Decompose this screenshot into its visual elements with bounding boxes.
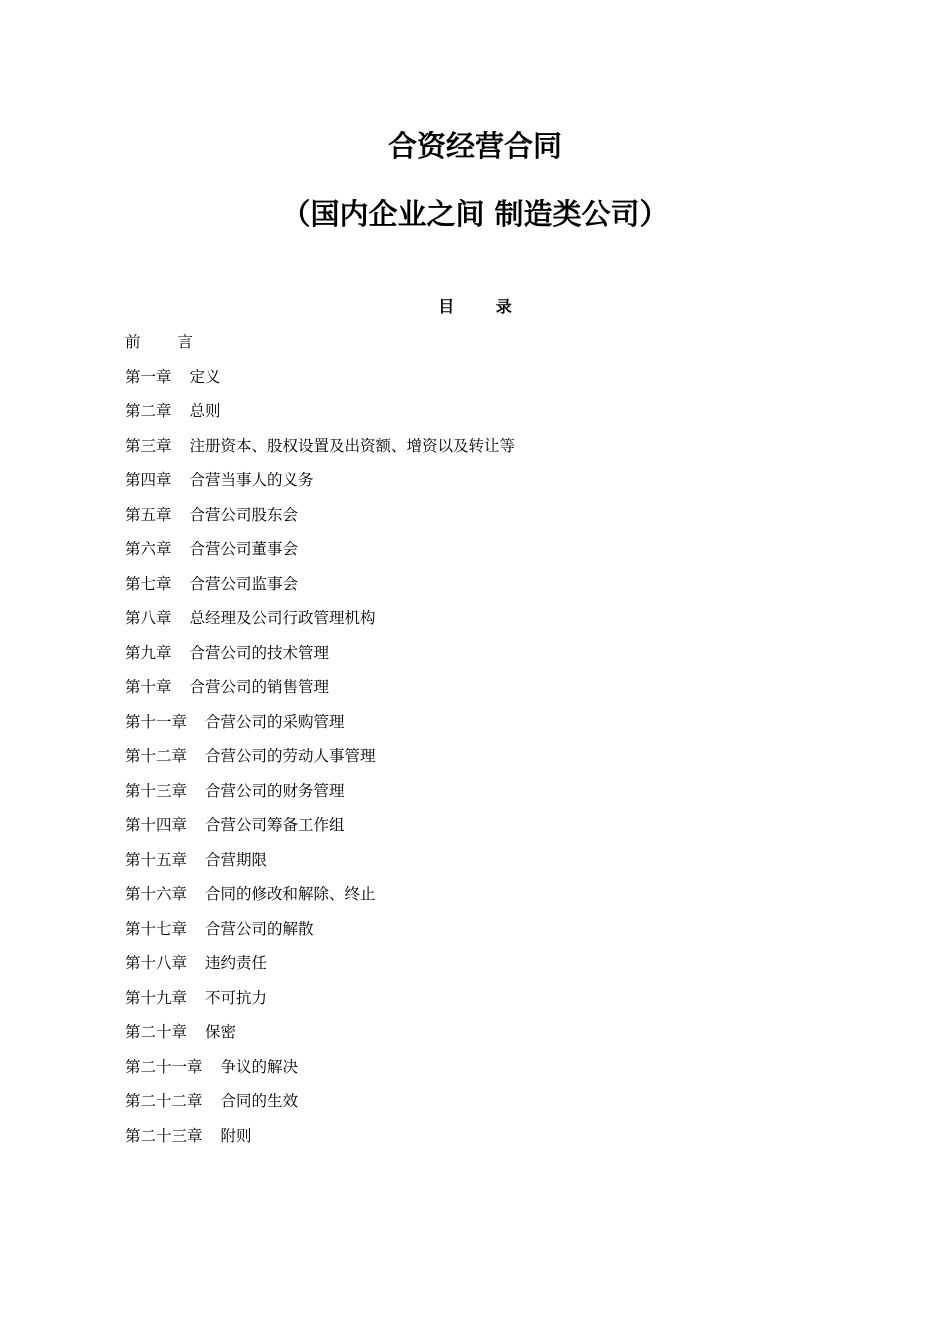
toc-item	[125, 434, 515, 469]
toc-item	[125, 572, 515, 607]
toc-chapter-number: 第十三章	[125, 781, 188, 800]
document-subtitle: （国内企业之间 制造类公司）	[281, 197, 669, 231]
toc-item	[125, 779, 515, 814]
toc-chapter-number: 第八章	[125, 609, 172, 627]
toc-chapter-title: 合同的生效	[220, 1092, 299, 1110]
toc-item	[125, 365, 515, 400]
table-of-contents	[125, 330, 515, 1158]
toc-chapter-title: 合营公司的劳动人事管理	[205, 747, 376, 765]
toc-item	[125, 399, 515, 434]
toc-chapter-number: 第四章	[125, 471, 172, 489]
toc-chapter-number: 第十七章	[125, 919, 188, 938]
toc-item	[125, 675, 515, 710]
document-title: 合资经营合同	[387, 129, 562, 163]
toc-item	[125, 710, 515, 745]
toc-chapter-title: 附则	[220, 1126, 252, 1145]
toc-chapter-title: 合营公司筹备工作组	[205, 816, 345, 834]
toc-item	[125, 1020, 515, 1055]
toc-heading: 目 录	[438, 297, 530, 316]
toc-chapter-number: 第十六章	[125, 885, 188, 903]
toc-chapter-number: 第五章	[125, 505, 172, 524]
toc-chapter-number: 第六章	[125, 540, 172, 558]
toc-item	[125, 606, 515, 641]
toc-chapter-number: 第九章	[125, 643, 172, 662]
toc-chapter-number: 第一章	[125, 367, 172, 386]
toc-item	[125, 986, 515, 1021]
toc-item	[125, 882, 515, 917]
toc-chapter-title: 合营公司的财务管理	[205, 781, 345, 800]
toc-chapter-number: 第十二章	[125, 747, 188, 765]
toc-chapter-number: 第十四章	[125, 816, 188, 834]
toc-chapter-title: 合营公司监事会	[189, 574, 299, 593]
toc-chapter-number: 第十八章	[125, 954, 188, 972]
toc-chapter-title: 不可抗力	[205, 988, 268, 1007]
toc-item	[125, 848, 515, 883]
toc-chapter-number: 第二章	[125, 402, 172, 420]
toc-item	[125, 537, 515, 572]
toc-chapter-title: 合营期限	[205, 850, 268, 869]
toc-item	[125, 468, 515, 503]
toc-chapter-title: 合营公司的技术管理	[189, 643, 330, 662]
toc-chapter-title: 合营公司的采购管理	[205, 712, 345, 731]
toc-chapter-title: 保密	[205, 1023, 237, 1041]
toc-item	[125, 951, 515, 986]
toc-item	[125, 917, 515, 952]
toc-chapter-title: 注册资本、股权设置及出资额、增资以及转让等	[189, 436, 516, 455]
toc-chapter-number: 第十章	[125, 678, 172, 696]
toc-chapter-number: 第二十章	[125, 1023, 188, 1041]
toc-item	[125, 503, 515, 538]
toc-item	[125, 744, 515, 779]
toc-chapter-title: 合营公司董事会	[189, 540, 299, 558]
toc-chapter-title: 合营公司的解散	[205, 919, 314, 938]
toc-item	[125, 1089, 515, 1124]
toc-chapter-number: 第二十三章	[125, 1126, 203, 1145]
toc-chapter-title: 合营公司股东会	[189, 505, 299, 524]
toc-chapter-title: 合营公司的销售管理	[189, 678, 330, 696]
toc-chapter-number: 第二十一章	[125, 1057, 203, 1076]
toc-chapter-number: 第七章	[125, 574, 172, 593]
toc-chapter-number: 第二十二章	[125, 1092, 203, 1110]
toc-chapter-title: 违约责任	[205, 954, 268, 972]
toc-chapter-title: 定义	[189, 367, 221, 386]
toc-chapter-number: 第十九章	[125, 988, 188, 1007]
toc-chapter-number: 第十一章	[125, 712, 188, 731]
toc-item	[125, 641, 515, 676]
toc-item	[125, 813, 515, 848]
toc-item	[125, 1055, 515, 1090]
toc-item	[125, 330, 515, 365]
toc-chapter-title: 合营当事人的义务	[189, 471, 314, 489]
toc-chapter-number: 前 言	[125, 333, 209, 351]
toc-chapter-title: 总则	[189, 402, 221, 420]
toc-chapter-number: 第十五章	[125, 850, 188, 869]
toc-chapter-title: 合同的修改和解除、终止	[205, 885, 376, 903]
toc-chapter-number: 第三章	[125, 436, 172, 455]
toc-item	[125, 1124, 515, 1159]
toc-chapter-title: 总经理及公司行政管理机构	[189, 609, 376, 627]
toc-chapter-title: 争议的解决	[220, 1057, 299, 1076]
